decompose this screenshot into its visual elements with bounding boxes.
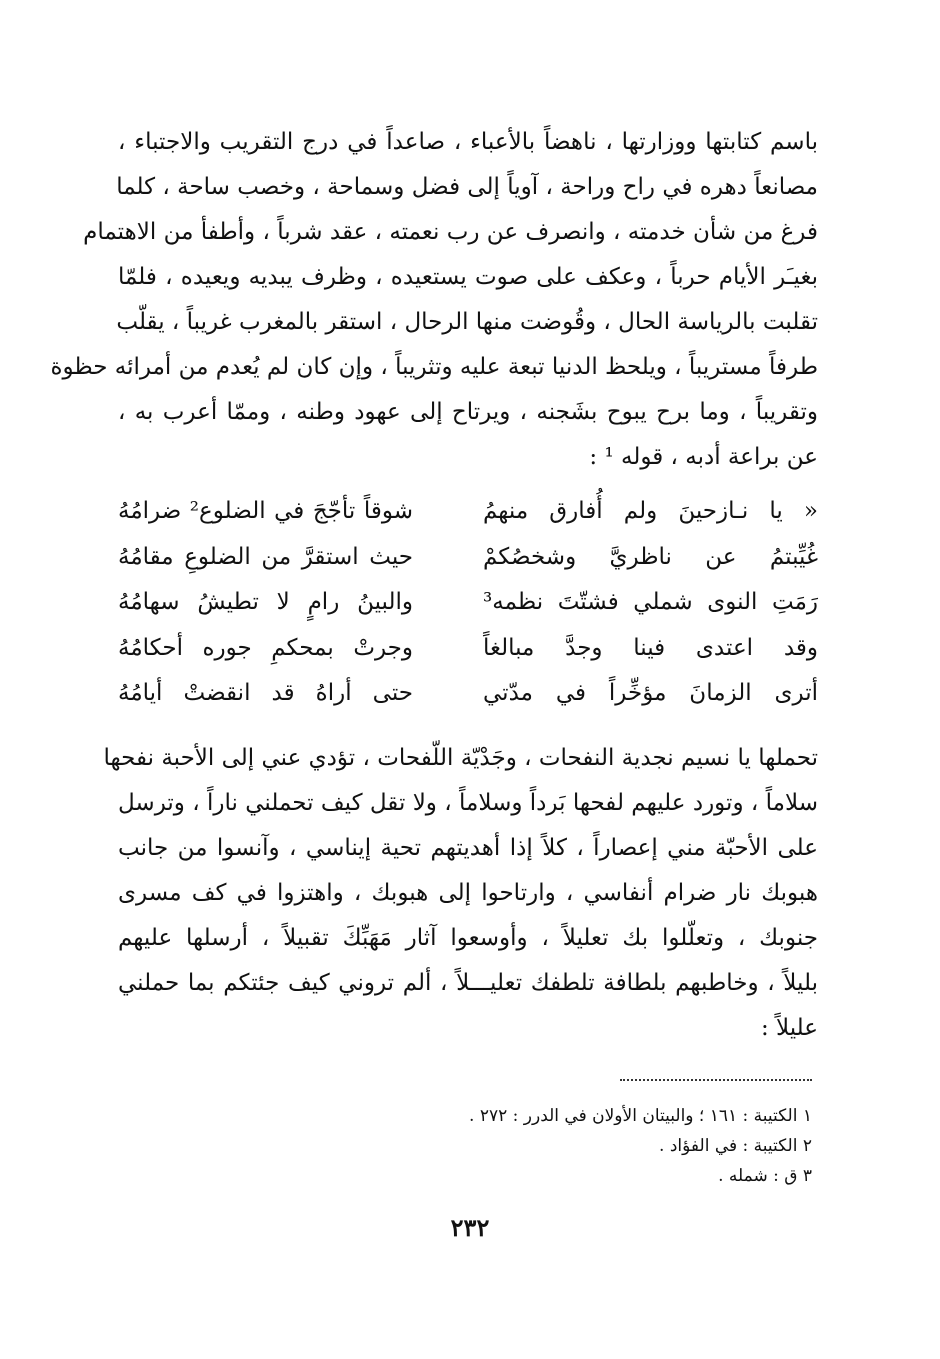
footnote-separator (620, 1079, 812, 1081)
text-line: وتقريباً ، وما برح يبوح بشَجنه ، ويرتاح إلى عهود وطنه ، وممّا أعرب به ، (118, 399, 818, 425)
prose-paragraph-bottom (103, 736, 818, 1051)
prose-paragraph-top (50, 120, 818, 480)
text-line: مصانعاً دهره في راح وراحة ، آوياً إلى فضل وسماحة ، وخصب ساحة ، كلما (116, 174, 818, 200)
text-line: عن براعة أدبه ، قوله ¹ : (589, 444, 818, 470)
text-line: تقلبت بالرياسة الحال ، وقُوضت منها الرحال ، استقر بالمغرب غريباً ، يقلّب (116, 309, 818, 335)
poem-verse (118, 626, 818, 672)
text-line: طرفاً مستريباً ، ويلحظ الدنيا تبعة عليه وتثريباً ، وإن كان لم يُعدم من أمرائه حظوة (50, 354, 818, 380)
verse-first-hemistich: وقد اعتدى فينا وجدَّ مبالغاً (483, 634, 818, 661)
text-line: هبوبك نار ضرام أنفاسي ، وارتاحوا إلى هبوبك ، واهتزوا في كف مسرى (118, 880, 818, 906)
text-line: بليلاً ، وخاطبهم بلطافة تلطفك تعليـــلاً ، ألم تروني كيف جئتكم بما حملني (118, 970, 818, 996)
poem-verse (118, 489, 818, 535)
poem-verse (118, 535, 818, 581)
verse-first-hemistich: « يا نـازحينَ ولم أُفارق منهمُ (483, 498, 818, 524)
page-number: ٢٣٢ (450, 1213, 490, 1242)
verse-first-hemistich: أترى الزمانَ مؤخِّراً في مدّتي (483, 680, 818, 706)
text-line: باسم كتابتها ووزارتها ، ناهضاً بالأعباء ، صاعداً في درج التقريب والاجتباء ، (118, 129, 818, 155)
verse-first-hemistich: رَمَتِ النوى شملي فشتّتَ نظمه³ (483, 589, 818, 615)
text-line: بغيـَر الأيام حرباً ، وعكف على صوت يستعيده ، وظرف يبديه ويعيده ، فلمّا (118, 264, 818, 290)
footnote: ٢ الكتيبة : في الفؤاد . (659, 1136, 812, 1156)
text-line: فرغ من شأن خدمته ، وانصرف عن رب نعمته ، عقد شرباً ، وأطفأ من الاهتمام (83, 219, 818, 245)
verse-second-hemistich: حيث استقرَّ من الضلوعِ مقامُهُ (118, 543, 413, 570)
verse-second-hemistich: والبينُ رامٍ لا تطيشُ سهامُهُ (118, 589, 413, 615)
text-line: تحملها يا نسيم نجدية النفحات ، وجَدْيّة اللّفحات ، تؤدي عني إلى الأحبة نفحها (103, 745, 818, 771)
poem (118, 489, 818, 717)
text-line: عليلاً : (760, 1015, 818, 1041)
text-line: سلاماً ، وتورد عليهم لفحها بَرداً وسلاماً ، ولا تقل كيف تحملني ناراً ، وترسل (118, 790, 818, 816)
poem-verse (118, 671, 818, 717)
verse-second-hemistich: وجرتْ بمحكمِ جوره أحكامُهُ (118, 634, 413, 661)
verse-second-hemistich: حتى أراهُ قد انقضتْ أيامُهُ (118, 680, 413, 706)
footnote: ١ الكتيبة : ١٦١ ؛ والبيتان الأولان في الدرر : ٢٧٢ . (469, 1106, 812, 1126)
text-line: على الأحبّة مني إعصاراً ، كلاً إذا أهديتهم تحية إيناسي ، وآنسوا من جانب (118, 835, 818, 861)
poem-verse (118, 580, 818, 626)
footnotes (212, 1101, 812, 1191)
text-line: جنوبك ، وتعلّلوا بك تعليلاً ، وأوسعوا آثار مَهَبِّكَ تقبيلاً ، أرسلها عليهم (118, 925, 818, 951)
footnote: ٣ ق : شمله . (718, 1166, 812, 1186)
verse-second-hemistich: شوقاً تأجّجَ في الضلوع² ضرامُهُ (118, 498, 413, 524)
verse-first-hemistich: غُيِّبتمُ عن ناظريَّ وشخصُكمْ (483, 543, 818, 570)
